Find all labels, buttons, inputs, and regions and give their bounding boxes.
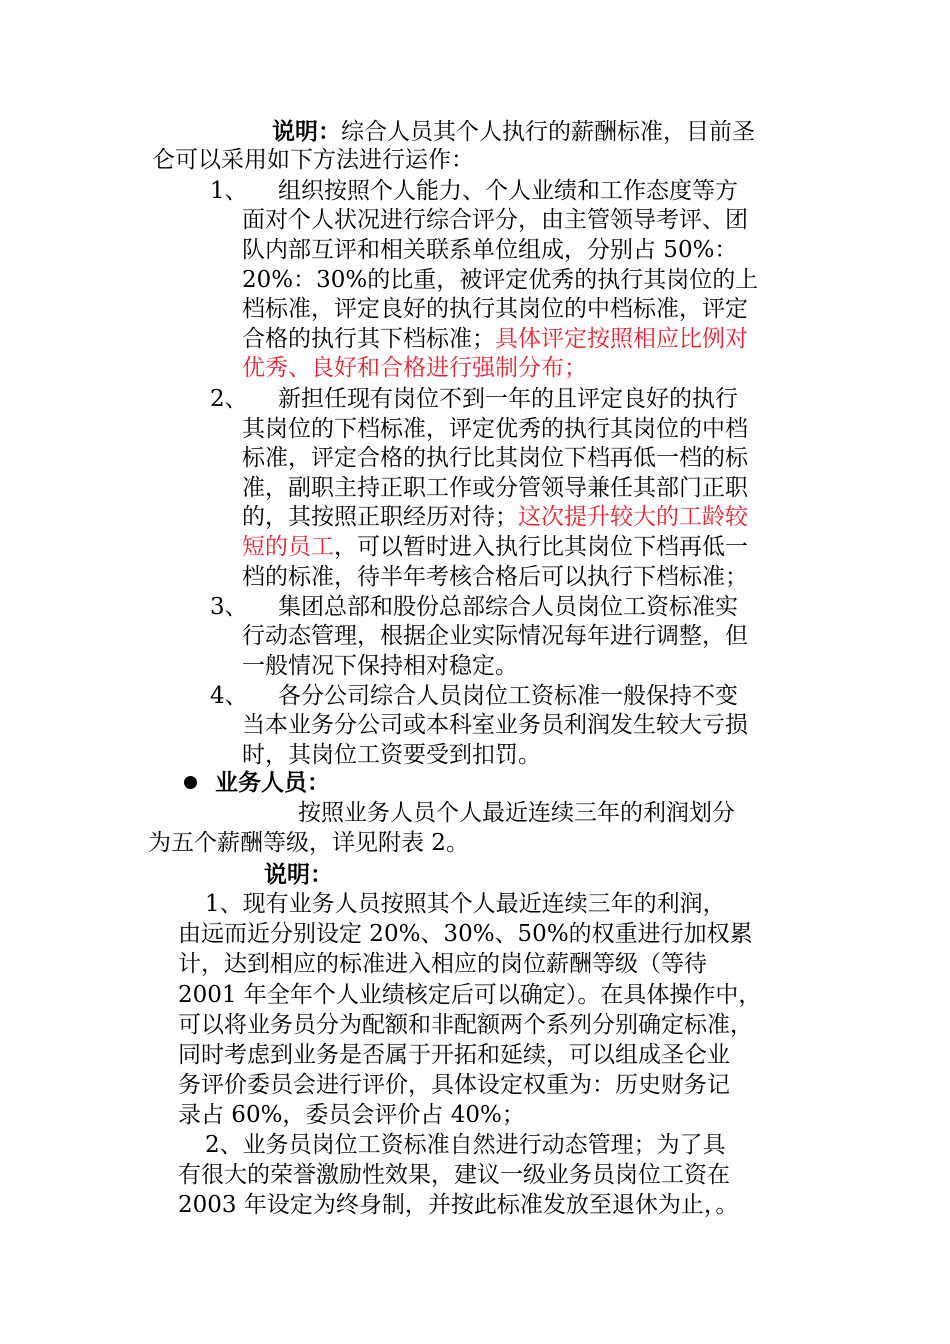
intro-line-1: 按照业务人员个人最近连续三年的利润划分: [298, 800, 735, 826]
item-2-line-6-text: ，可以暂时进入执行比其岗位下档再低一: [334, 534, 748, 560]
item-1-line-6: [242, 325, 748, 355]
item-1-line-4: 20%：30%的比重，被评定优秀的执行其岗位的上: [242, 267, 759, 293]
item-1-line-6-text: 合格的执行其下档标准；: [242, 326, 495, 352]
item-2-line-5-text: 的，其按照正职经历对待；: [242, 504, 518, 530]
note-line-2: 仑可以采用如下方法进行运作：: [152, 147, 474, 173]
para1-line-8: 录占 60%，委员会评价占 40%；: [178, 1102, 525, 1128]
item-2-line-3: 标准，评定合格的执行比其岗位下档再低一档的标: [242, 445, 748, 471]
section-heading: 业务人员：: [215, 769, 330, 796]
item-3-line-2: 行动态管理，根据企业实际情况每年进行调整，但: [242, 623, 748, 649]
item-1-number: 1、: [210, 178, 248, 204]
para1-line-6: 同时考虑到业务是否属于开拓和延续，可以组成圣仑业: [178, 1042, 730, 1068]
note-label: 说明：: [272, 118, 341, 145]
item-1-line-1: 组织按照个人能力、个人业绩和工作态度等方: [278, 178, 738, 204]
para1-line-5: 可以将业务员分为配额和非配额两个系列分别确定标准，: [178, 1012, 753, 1038]
para1-line-1: 1、现有业务人员按照其个人最近连续三年的利润，: [205, 891, 726, 917]
note-label-2: 说明：: [264, 861, 333, 888]
note-line-1: [272, 117, 755, 148]
para1-line-4: 2001 年全年个人业绩核定后可以确定）。在具体操作中，: [178, 982, 762, 1008]
item-2-highlight-cont: 短的员工: [242, 534, 334, 560]
item-2-highlight: 这次提升较大的工龄较: [518, 504, 748, 530]
item-1-highlight-cont: 优秀、良好和合格进行强制分布；: [242, 355, 587, 381]
item-4-number: 4、: [210, 683, 248, 709]
item-1-line-2: 面对个人状况进行综合评分，由主管领导考评、团: [242, 207, 748, 233]
para1-line-3: 计，达到相应的标准进入相应的岗位薪酬等级（等待: [178, 951, 707, 977]
item-1-line-3: 队内部互评和相关联系单位组成，分别占 50%：: [242, 237, 738, 263]
note-text: 综合人员其个人执行的薪酬标准，目前圣: [341, 119, 755, 145]
item-2-line-7: 档的标准，待半年考核合格后可以执行下档标准；: [242, 564, 748, 590]
bullet-icon: [184, 776, 197, 789]
item-3-number: 3、: [210, 594, 248, 620]
intro-line-2: 为五个薪酬等级，详见附表 2。: [148, 830, 469, 856]
item-2-line-4: 准，副职主持正职工作或分管领导兼任其部门正职: [242, 475, 748, 501]
para2-line-3: 2003 年设定为终身制，并按此标准发放至退休为止，。: [178, 1192, 739, 1218]
item-4-line-3: 时，其岗位工资要受到扣罚。: [242, 742, 541, 768]
item-2-line-5: [242, 503, 748, 533]
item-2-line-2: 其岗位的下档标准，评定优秀的执行其岗位的中档: [242, 416, 748, 442]
item-4-line-2: 当本业务分公司或本科室业务员利润发生较大亏损: [242, 712, 748, 738]
para2-line-2: 有很大的荣誉激励性效果，建议一级业务员岗位工资在: [178, 1162, 730, 1188]
item-2-line-6: [242, 533, 748, 563]
item-1-highlight: 具体评定按照相应比例对: [495, 326, 748, 352]
item-1-line-5: 档标准，评定良好的执行其岗位的中档标准，评定: [242, 296, 748, 322]
item-2-number: 2、: [210, 386, 248, 412]
para1-line-7: 务评价委员会进行评价，具体设定权重为：历史财务记: [178, 1072, 730, 1098]
item-4-line-1: 各分公司综合人员岗位工资标准一般保持不变: [278, 683, 738, 709]
item-3-line-3: 一般情况下保持相对稳定。: [242, 653, 518, 679]
item-3-line-1: 集团总部和股份总部综合人员岗位工资标准实: [278, 594, 738, 620]
para1-line-2: 由远而近分别设定 20%、30%、50%的权重进行加权累: [178, 921, 753, 947]
para2-line-1: 2、业务员岗位工资标准自然进行动态管理；为了具: [205, 1132, 726, 1158]
item-2-line-1: 新担任现有岗位不到一年的且评定良好的执行: [278, 386, 738, 412]
